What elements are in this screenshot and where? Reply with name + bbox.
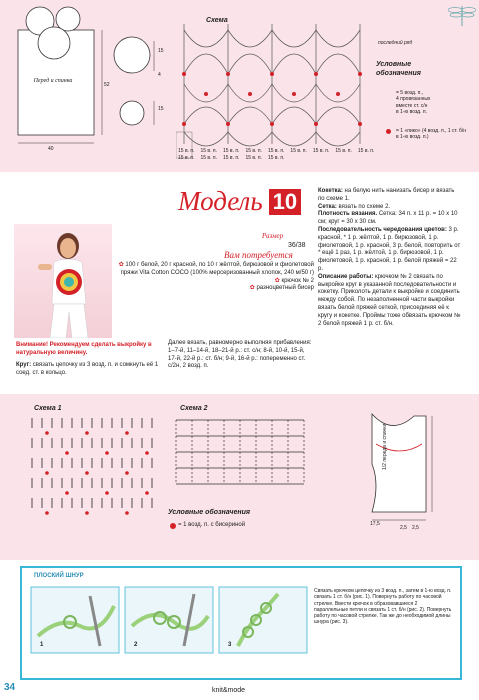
setka-paragraph: Сетка: вязать по схеме 2.	[318, 203, 391, 210]
scheme1-title: Схема 1	[34, 405, 62, 412]
cord-text: Связать крючком цепочку из 3 возд. п., затем в 1-ю возд. п. связать 1 ст. б/н (рис. 1). Повернуть работу по часовой стрелке. Ввести крючок в образовавшиеся 2 параллельные петли и связать 1 ст. б/н (рис. 2). Повернуть работу по часовой стрелке. Так же до необходимой длины шнура (рис. 3).	[314, 588, 452, 626]
cord-step-1-number: 1	[40, 642, 44, 648]
schematic-label: Пеpед и спинка	[33, 78, 73, 84]
model-title: Модель	[178, 186, 263, 216]
half-front-back-schematic	[350, 404, 460, 534]
dim-4: 4	[158, 72, 161, 78]
dim-15a: 15	[158, 48, 164, 54]
half-schematic-label: 1/2 переда и спинки	[382, 423, 388, 470]
right-column	[318, 188, 462, 328]
description-paragraph: Описание работы: крючком № 2 связать по выкройке круг в указанной последовательности и кокетку. Приколоть детали к выкройке и соединить между собой. По незаполненной части выкройки вязать белой пряжей сеткой, присоединяя её к кругу и кокетке. Проймы тоже обвязать крючком № 2 белой пряжей 1 р. ст. б/н.	[318, 273, 461, 327]
scheme2-grid	[170, 414, 310, 496]
materials-list	[118, 262, 314, 293]
spacing-label: 15 в. п.	[245, 148, 262, 154]
spacing-label: 15 в. п.	[200, 148, 217, 154]
density-paragraph: Плотность вязания. Сетка: 34 п. х 11 р. = 10 х 10 см; круг = 30 х 30 см.	[318, 211, 458, 226]
need-title: Вам потребуется	[224, 250, 293, 260]
mid-paragraph: Далее вязать, равномерно выполняя прибавления: 1–7-й, 11–14-й, 18–21-й р.: ст. с/н; 8-й, 10-й, 15-й, 17-й, 22-й р.: ст. б/н; 9-й, 16-й р.: попеременно ст. с/2н, 2 возд. п.	[168, 340, 312, 370]
bead-icon	[170, 523, 176, 529]
kokettka-paragraph: Кокетка: на белую нить нанизать бисер и вязать по схеме 1.	[318, 188, 455, 202]
dragonfly-icon	[448, 2, 476, 28]
spacing-label: 15 в. п.	[267, 148, 285, 154]
attention-note: Внимание! Рекомендуем сделать выкройку в натуральную величину.	[16, 342, 152, 356]
cord-step-3-number: 3	[228, 642, 232, 648]
spacing-label: 15 в. п.	[290, 148, 307, 154]
material-beads: ✿ разноцветный бисер	[249, 285, 314, 292]
size-value: 36/38	[288, 242, 306, 249]
last-row-label: последний ряд	[378, 40, 413, 46]
cord-step-1	[30, 586, 120, 654]
top-legend-item-2: = 1 «пико» (4 возд. п., 1 ст. б/н в 1-ю возд. п.)	[396, 128, 467, 141]
spacing-label: 15 в. п.	[222, 155, 240, 162]
scheme-spacings	[178, 148, 378, 162]
scheme1-grid	[28, 414, 160, 526]
scheme2-title: Схема 2	[180, 405, 208, 412]
model-heading	[178, 186, 301, 217]
bottom-legend-title: Условные обозначения	[168, 509, 251, 516]
dim-40: 40	[48, 146, 54, 152]
bottom-legend-item: = 1 возд. п. с бисериной	[178, 522, 246, 528]
cord-step-3	[218, 586, 308, 654]
spacing-label: 15 в. п.	[200, 155, 217, 162]
krug-paragraph: Круг: связать цепочку из 3 возд. п. и сомкнуть её 1 соед. ст. в кольцо.	[16, 362, 159, 376]
spacing-label: 15 в. п.	[357, 148, 375, 154]
top-crochet-scheme	[176, 24, 376, 160]
material-bullet-icon: ✿	[274, 277, 282, 284]
spacing-label: 15 в. п.	[222, 148, 240, 154]
spacing-label: 15 в. п.	[245, 155, 262, 162]
material-hook: ✿ крючок № 2	[274, 277, 314, 284]
dim-15b: 15	[158, 106, 164, 112]
top-legend-title: Условные обозначения	[376, 61, 421, 78]
brand-name: knit&mode	[212, 687, 246, 694]
scheme-title: Схема	[206, 17, 228, 24]
spacing-label: 15 в. п.	[312, 148, 330, 154]
material-yarn: ✿ 100 г белой, 20 г красной, по 10 г жёлтой, бирюзовой и фиолетовой пряжи Vita Cotton COCO (100% мерсеризованный хлопок, 240 м/50 г)	[118, 262, 314, 276]
cord-step-2-number: 2	[134, 642, 138, 648]
spacing-label: 15 в. п.	[335, 148, 352, 154]
size-title: Размер	[262, 232, 284, 240]
colors-paragraph: Последовательность чередования цветов: 3 р. красной, * 1 р. жёлтой, 1 р. бирюзовой, 1 р. фиолетовой, 1 р. красной, 3 р. белой, повторить от * ещё 1 раз, 1 р. жёлтой, 1 р. бирюзовой, 1 р. фиолетовой, 1 р. красной, 1 р. белой пряжей = 22 р.	[318, 226, 461, 272]
model-number-badge: 10	[269, 189, 301, 215]
dim-2-5a: 2,5	[400, 525, 407, 531]
spacing-label: 15 в. п.	[267, 155, 285, 162]
cord-title: ПЛОСКИЙ ШНУР	[34, 573, 84, 579]
material-bullet-icon: ✿	[118, 262, 126, 268]
dim-17-5: 17,5	[370, 521, 380, 527]
dim-2-5b: 2,5	[412, 525, 419, 531]
top-legend-item-1: = 5 возд. п., 4 провязанных вместе ст. с/н в 1-ю возд. п.	[396, 90, 431, 115]
spacing-label: 15 в. п.	[178, 148, 195, 154]
page-number: 34	[4, 682, 16, 693]
pico-icon	[386, 129, 391, 134]
dim-52: 52	[104, 82, 110, 88]
material-bullet-icon: ✿	[249, 285, 257, 292]
cord-step-2	[124, 586, 214, 654]
model-photo	[14, 224, 112, 338]
spacing-label: 15 в. п.	[178, 155, 195, 162]
